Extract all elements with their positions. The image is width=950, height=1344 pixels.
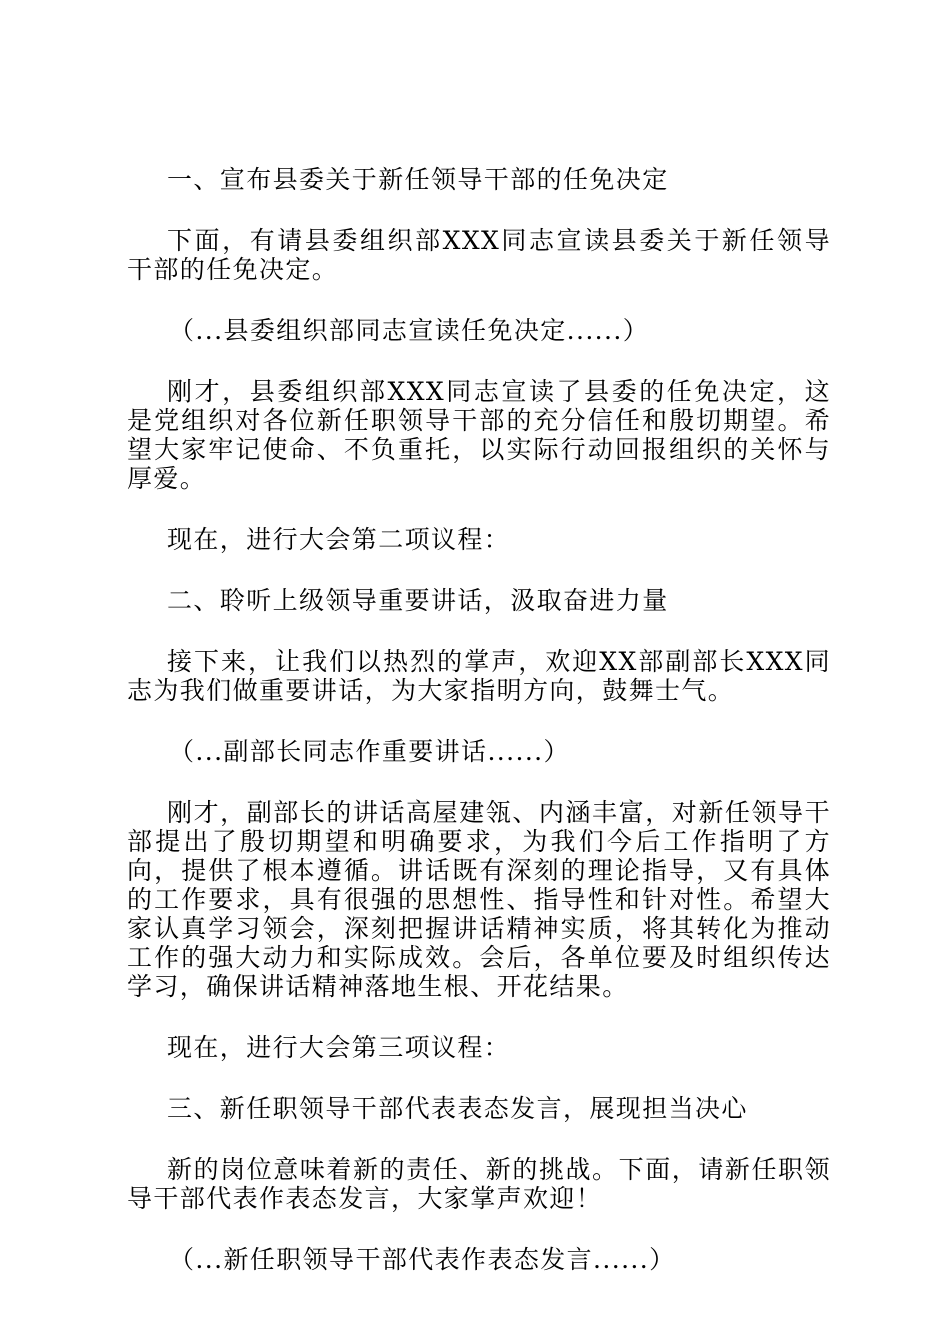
- section-heading-1: 一、宣布县委关于新任领导干部的任免决定: [167, 165, 669, 194]
- section-heading-2: 二、聆听上级领导重要讲话，汲取奋进力量: [167, 586, 669, 615]
- paragraph: 接下来，让我们以热烈的掌声，欢迎XX部副部长XXX同志为我们做重要讲话，为大家指明方向，鼓舞士气。: [127, 647, 831, 705]
- agenda-line: 现在，进行大会第三项议程：: [167, 1033, 511, 1062]
- paragraph: 刚才，县委组织部XXX同志宣读了县委的任免决定，这是党组织对各位新任职领导干部的充分信任和殷切期望。希望大家牢记使命、不负重托，以实际行动回报组织的关怀与厚爱。: [127, 377, 831, 493]
- section-heading-3: 三、新任职领导干部代表表态发言，展现担当决心: [167, 1094, 748, 1123]
- document-body: [127, 165, 831, 1306]
- stage-note: （...县委组织部同志宣读任免决定......）: [169, 316, 650, 345]
- stage-note: （...副部长同志作重要讲话......）: [169, 737, 570, 766]
- paragraph: 刚才，副部长的讲话高屋建瓴、内涵丰富，对新任领导干部提出了殷切期望和明确要求，为我们今后工作指明了方向，提供了根本遵循。讲话既有深刻的理论指导，又有具体的工作要求，具有很强的思想性、指导性和针对性。希望大家认真学习领会，深刻把握讲话精神实质，将其转化为推动工作的强大动力和实际成效。会后，各单位要及时组织传达学习，确保讲话精神落地生根、开花结果。: [127, 798, 831, 1001]
- stage-note: （...新任职领导干部代表作表态发言......）: [169, 1245, 676, 1274]
- paragraph: 新的岗位意味着新的责任、新的挑战。下面，请新任职领导干部代表作表态发言，大家掌声欢迎！: [127, 1155, 831, 1213]
- paragraph: 下面，有请县委组织部XXX同志宣读县委关于新任领导干部的任免决定。: [127, 226, 831, 284]
- agenda-line: 现在，进行大会第二项议程：: [167, 525, 511, 554]
